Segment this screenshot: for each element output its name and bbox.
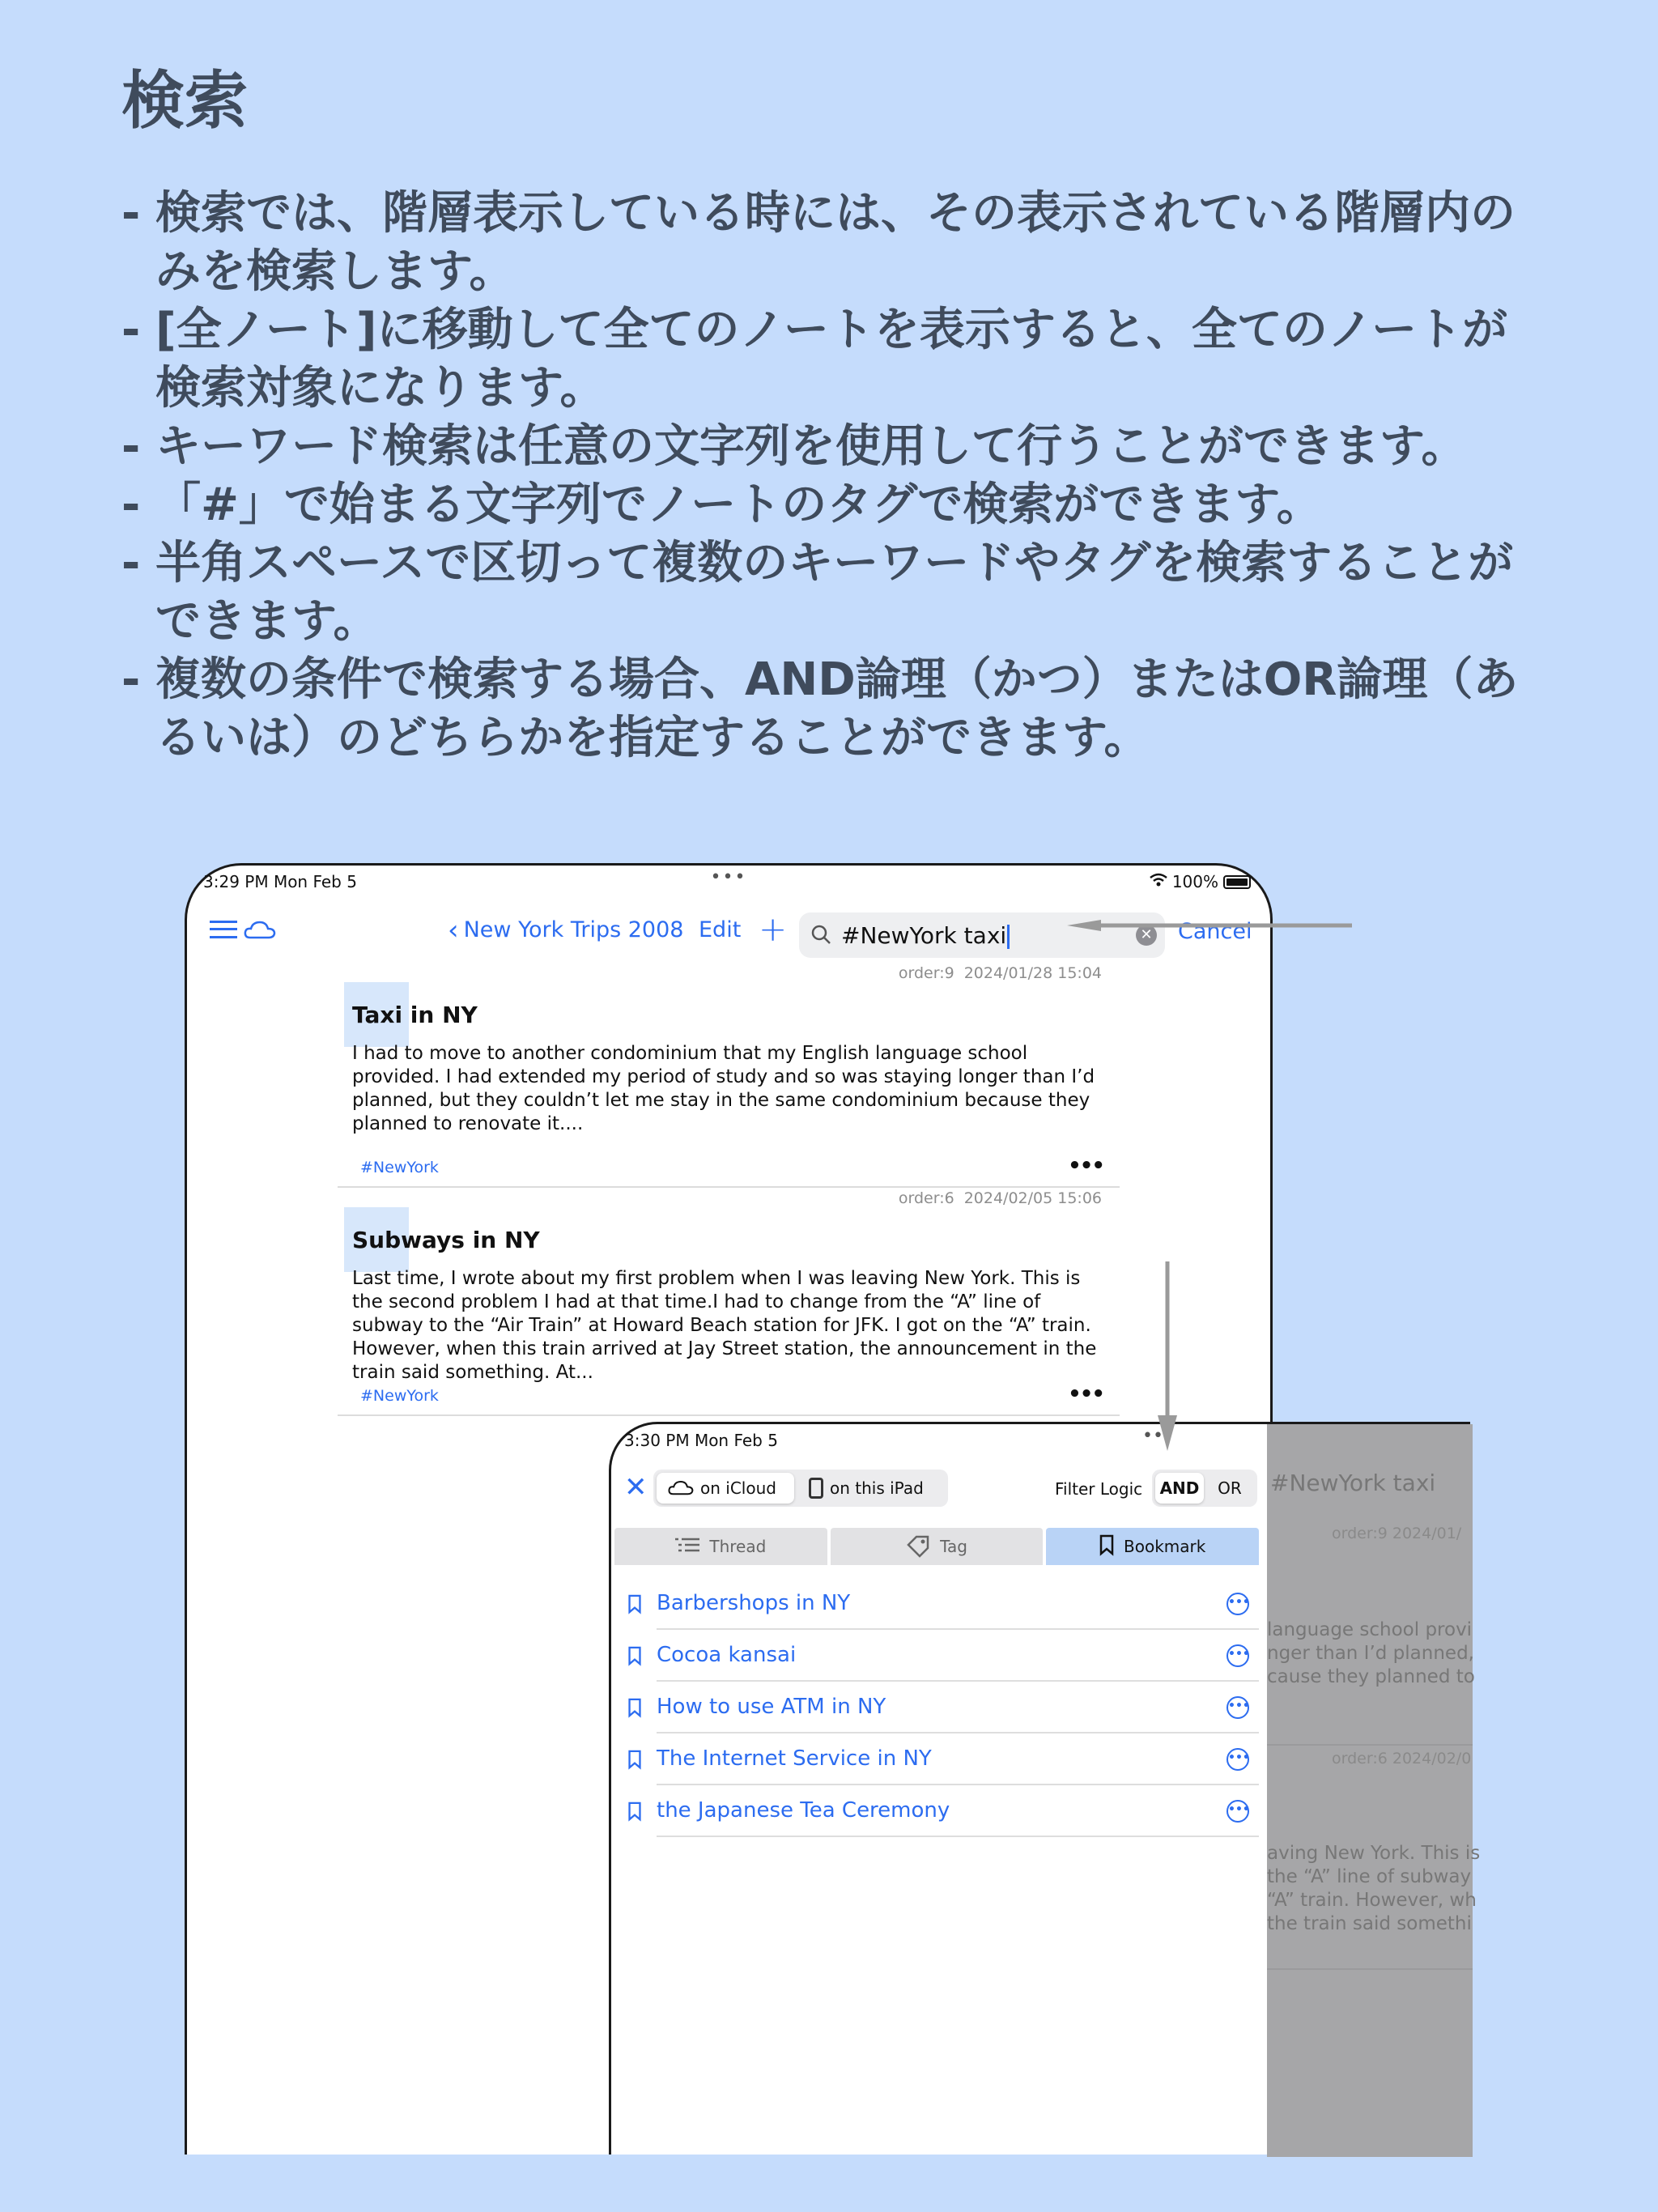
status-right [1150, 872, 1251, 891]
location-segmented-control [653, 1470, 948, 1507]
bookmark-label[interactable]: The Internet Service in NY [657, 1746, 932, 1771]
more-options-icon[interactable]: ••• [1226, 1644, 1249, 1667]
note-meta [899, 1189, 1102, 1207]
page-title: 検索 [121, 65, 249, 138]
navigation-bar [187, 906, 1270, 958]
bookmark-icon [627, 1750, 642, 1772]
search-icon [810, 924, 831, 945]
bullet-item: - 半角スペースで区切って複数のキーワードやタグを検索することができます。 [121, 537, 1514, 648]
note-more-icon[interactable]: ••• [1068, 1382, 1103, 1406]
tab-thread[interactable] [614, 1528, 827, 1565]
divider [657, 1836, 1259, 1837]
dimmed-note-meta: order:6 2024/02/0 [1332, 1750, 1472, 1767]
divider [338, 1186, 1120, 1188]
bullet-item: - 「#」で始まる文字列でノートのタグで検索ができます。 [121, 479, 1322, 531]
tab-tag[interactable] [831, 1528, 1044, 1565]
tab-label: Thread [709, 1537, 767, 1556]
dimmed-text-line: “A” train. However, wh [1267, 1890, 1477, 1911]
feature-list [121, 185, 1546, 768]
bookmark-label[interactable]: the Japanese Tea Ceremony [657, 1798, 950, 1823]
bookmark-item[interactable] [627, 1682, 1259, 1733]
tab-label: Tag [940, 1537, 967, 1556]
back-button[interactable] [448, 913, 684, 946]
text-caret [1007, 925, 1010, 949]
cloud-icon [668, 1480, 694, 1496]
bookmark-label[interactable]: How to use ATM in NY [657, 1695, 886, 1719]
dimmed-text-line: the train said somethi [1267, 1913, 1472, 1934]
bookmark-label[interactable]: Barbershops in NY [657, 1591, 851, 1615]
note-date: 2024/02/05 15:06 [963, 1189, 1102, 1207]
bookmark-icon [1099, 1534, 1114, 1559]
divider [1267, 1968, 1473, 1970]
bullet-item: - 複数の条件で検索する場合、AND論理（かつ）またはOR論理（あるいは）のどちらかを指定することができます。 [121, 653, 1519, 764]
more-options-icon[interactable]: ••• [1226, 1748, 1249, 1771]
segment-on-icloud[interactable] [657, 1473, 794, 1504]
search-input-value[interactable]: #NewYork taxi [841, 922, 1010, 949]
hamburger-menu-icon[interactable] [210, 921, 237, 938]
bullet-item: - [全ノート]に移動して全てのノートを表示すると、全てのノートが検索対象になります。 [121, 304, 1508, 415]
list-icon [675, 1537, 699, 1557]
bookmark-item[interactable] [627, 1578, 1259, 1630]
bookmark-item[interactable] [627, 1630, 1259, 1682]
divider [338, 1414, 1120, 1416]
note-more-icon[interactable]: ••• [1068, 1154, 1103, 1178]
note-date: 2024/01/28 15:04 [963, 964, 1102, 982]
note-card[interactable] [338, 1189, 1120, 1424]
pointer-arrow-down [1158, 1261, 1177, 1451]
clear-search-icon[interactable]: ✕ [1136, 925, 1157, 946]
note-tag[interactable]: #NewYork [360, 1387, 439, 1405]
dimmed-text-line: nger than I’d planned, [1267, 1643, 1474, 1664]
bookmark-icon [627, 1698, 642, 1721]
close-icon[interactable]: ✕ [624, 1471, 648, 1504]
back-button-label: New York Trips 2008 [463, 917, 684, 942]
segment-label: on iCloud [700, 1478, 776, 1498]
dimmed-text-line: language school provi [1267, 1619, 1473, 1640]
note-title: Subways in NY [352, 1227, 540, 1253]
segment-and[interactable]: AND [1155, 1473, 1204, 1504]
battery-percent: 100% [1171, 872, 1218, 891]
bookmark-icon [627, 1594, 642, 1617]
tab-bookmark[interactable] [1046, 1528, 1259, 1565]
bookmark-item[interactable] [627, 1733, 1259, 1785]
note-order: order:6 [898, 1189, 954, 1207]
bullet-item: - キーワード検索は任意の文字列を使用して行うことができます。 [121, 420, 1467, 473]
bullet-item: - 検索では、階層表示している時には、その表示されている階層内のみを検索します。 [121, 187, 1516, 298]
note-meta [899, 964, 1102, 982]
dimmed-search-text: #NewYork taxi [1270, 1470, 1436, 1496]
note-body: I had to move to another condominium that my English language school provided. I had extended my period of study and so was staying longer than I’d planned, but they couldn’t let me stay in the same condominium because they planned to renovate it.... [352, 1043, 1095, 1134]
note-body: Last time, I wrote about my first problem when I was leaving New York. This is the second problem I had at that time.I had to change from the “A” line of subway to the “Air Train” at Howard Beach station for JFK. I got on the “A” train. However, when this train arrived at Jay Street station, the announcement in the train said something. At... [352, 1268, 1097, 1383]
tag-icon [906, 1534, 930, 1559]
filter-logic-label: Filter Logic [1055, 1479, 1143, 1499]
filter-tabs [614, 1528, 1259, 1565]
nav-left-controls [210, 921, 276, 940]
dimmed-text-line: aving New York. This is [1267, 1843, 1481, 1864]
multitasking-dots[interactable]: ••• [710, 867, 747, 887]
dimmed-results-overlay[interactable] [1267, 1424, 1481, 2157]
multitasking-dots[interactable]: •• [1142, 1426, 1163, 1446]
edit-button[interactable]: Edit [699, 917, 742, 942]
bookmark-list [627, 1578, 1259, 1837]
status-time: 3:29 PM Mon Feb 5 [203, 872, 357, 891]
dimmed-note-meta: order:9 2024/01/ [1332, 1525, 1462, 1542]
dimmed-text-line: cause they planned to [1267, 1666, 1475, 1687]
bookmark-label[interactable]: Cocoa kansai [657, 1643, 797, 1667]
status-bar [187, 866, 1270, 898]
note-title: Taxi in NY [352, 1002, 478, 1028]
pointer-arrow-left [1067, 920, 1352, 931]
cancel-button[interactable]: Cancel [1178, 919, 1252, 944]
battery-icon [1223, 875, 1251, 889]
bookmark-icon [627, 1646, 642, 1669]
chevron-left-icon: ‹ [448, 913, 459, 946]
segment-or[interactable]: OR [1218, 1478, 1242, 1498]
wifi-icon [1150, 874, 1167, 891]
bookmark-icon [627, 1802, 642, 1824]
note-card[interactable] [338, 964, 1120, 1191]
note-tag[interactable]: #NewYork [360, 1159, 439, 1176]
bookmark-item[interactable] [627, 1785, 1259, 1837]
ipad-icon [809, 1478, 823, 1499]
cloud-icon[interactable] [244, 921, 276, 940]
note-order: order:9 [898, 964, 954, 982]
search-filter-screen [609, 1422, 1481, 2155]
tab-label: Bookmark [1124, 1537, 1206, 1556]
more-options-icon[interactable]: ••• [1226, 1696, 1249, 1719]
segment-on-this-ipad[interactable] [797, 1473, 935, 1504]
segment-label: on this iPad [830, 1478, 924, 1498]
status-time: 3:30 PM Mon Feb 5 [624, 1431, 778, 1450]
more-options-icon[interactable]: ••• [1226, 1800, 1249, 1823]
divider [1267, 1744, 1473, 1746]
dimmed-text-line: the “A” line of subway [1267, 1866, 1472, 1887]
more-options-icon[interactable]: ••• [1226, 1593, 1249, 1615]
filter-toolbar [611, 1465, 1259, 1510]
logic-segmented-control [1152, 1470, 1257, 1507]
add-note-button[interactable]: + [759, 909, 788, 949]
